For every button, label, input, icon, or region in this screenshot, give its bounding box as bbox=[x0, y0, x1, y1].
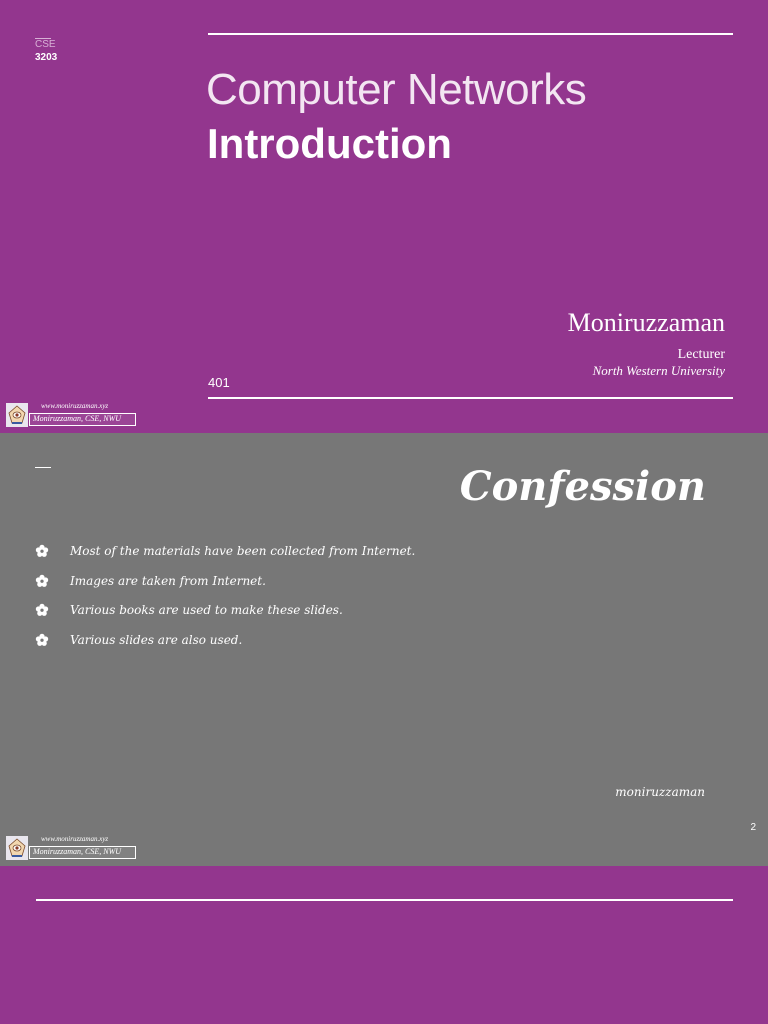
confession-slide bbox=[0, 433, 768, 866]
slide-subtitle: Introduction bbox=[207, 120, 452, 167]
signature: moniruzzaman bbox=[615, 785, 705, 799]
watermark-site: www.moniruzzaman.xyz bbox=[41, 402, 109, 410]
flower-bullet-icon bbox=[35, 633, 49, 647]
list-item bbox=[35, 630, 415, 660]
list-item-text: Various slides are also used. bbox=[70, 632, 243, 647]
bottom-rule bbox=[208, 397, 733, 399]
watermark-label: Moniruzzaman, CSE, NWU bbox=[33, 847, 122, 856]
course-code: CSE bbox=[35, 39, 56, 50]
author-university: North Western University bbox=[592, 363, 725, 378]
flower-bullet-icon bbox=[35, 544, 49, 558]
watermark-badge bbox=[6, 835, 138, 862]
list-item bbox=[35, 600, 415, 630]
list-item-text: Various books are used to make these slides. bbox=[70, 603, 343, 617]
watermark-site: www.moniruzzaman.xyz bbox=[41, 835, 109, 843]
top-rule bbox=[36, 899, 733, 901]
university-logo-icon bbox=[6, 403, 28, 427]
top-rule bbox=[208, 33, 733, 35]
watermark-label: Moniruzzaman, CSE, NWU bbox=[33, 414, 122, 423]
author-name: Moniruzzaman bbox=[567, 308, 725, 337]
list-item bbox=[35, 571, 415, 601]
slide-divider bbox=[35, 467, 51, 468]
next-slide bbox=[0, 866, 768, 1024]
page-number: 2 bbox=[750, 822, 756, 833]
title-slide bbox=[0, 0, 768, 433]
list-item-text: Images are taken from Internet. bbox=[70, 573, 266, 588]
watermark-badge bbox=[6, 402, 138, 429]
flower-bullet-icon bbox=[35, 574, 49, 588]
author-role: Lecturer bbox=[677, 347, 725, 362]
course-number: 3203 bbox=[35, 52, 58, 63]
university-logo-icon bbox=[6, 836, 28, 860]
bullet-list bbox=[35, 541, 415, 659]
list-item bbox=[35, 541, 415, 571]
flower-bullet-icon bbox=[35, 603, 49, 617]
list-item-text: Most of the materials have been collected from Internet. bbox=[70, 544, 416, 558]
room-number: 401 bbox=[208, 375, 230, 390]
slide-title: Computer Networks bbox=[206, 65, 587, 114]
slide-title: Confession bbox=[459, 463, 706, 510]
